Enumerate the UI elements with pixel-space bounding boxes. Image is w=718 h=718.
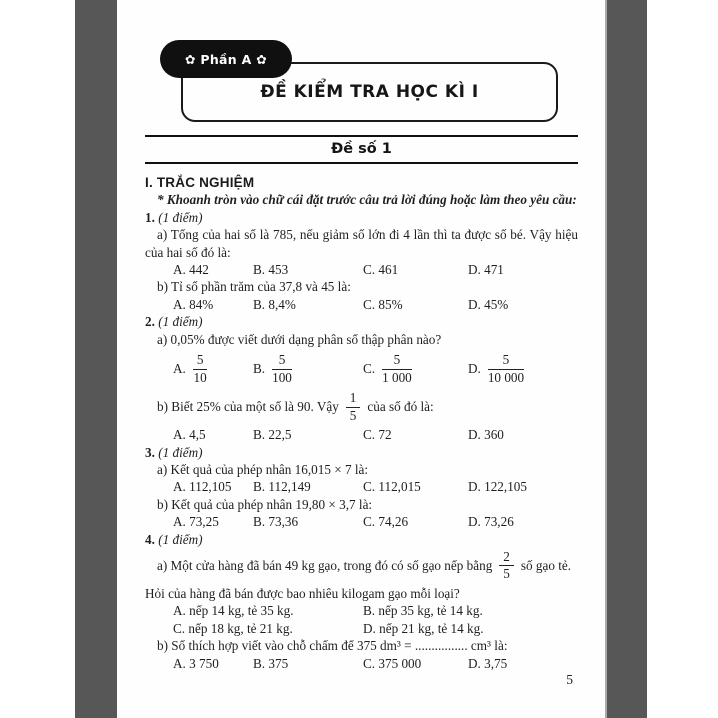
question-1-header: [145, 209, 578, 226]
option: C. nếp 18 kg, tẻ 21 kg.: [173, 620, 293, 636]
text-segment: số gạo tẻ.: [520, 558, 572, 574]
question-2-header: [145, 313, 578, 330]
option: C. 85%: [363, 296, 403, 312]
page-number: 5: [566, 672, 573, 687]
option-fraction: [468, 353, 578, 385]
exam-number-label: Đề số 1: [331, 141, 392, 157]
page-header: [145, 40, 578, 135]
option-fraction: [363, 353, 468, 385]
option: A. 4,5: [173, 427, 206, 443]
question-1a-text: a) Tổng của hai số là 785, nếu giảm số lớn đi 4 lần thì ta được số bé. Vậy hiệu của hai số đó là:: [145, 227, 578, 260]
option-fraction: [253, 353, 363, 385]
option: C. 375 000: [363, 655, 422, 671]
fraction: [193, 353, 208, 385]
question-3b-text: b) Kết quả của phép nhân 19,80 × 3,7 là:: [157, 496, 373, 512]
part-badge-label: ✿ Phần A ✿: [184, 51, 268, 67]
question-3a-options: [145, 478, 578, 495]
fraction-denominator: 100: [272, 369, 292, 385]
text-segment: a) Một cửa hàng đã bán 49 kg gạo, trong đó có số gạo nếp bằng: [157, 558, 493, 574]
option: D. 45%: [468, 296, 509, 312]
instruction-text: * Khoanh tròn vào chữ cái đặt trước câu trả lời đúng hoặc làm theo yêu cầu:: [157, 192, 577, 208]
option-label: D.: [468, 361, 481, 377]
question-3a-text: a) Kết quả của phép nhân 16,015 × 7 là:: [157, 461, 369, 477]
option: D. 3,75: [468, 655, 508, 671]
option: A. 73,25: [173, 514, 219, 530]
question-4a-text-line2: Hỏi của hàng đã bán được bao nhiêu kilogam gạo mỗi loại?: [145, 586, 460, 601]
option: D. 360: [468, 427, 504, 443]
fraction: [488, 353, 524, 385]
option: C. 112,015: [363, 479, 421, 495]
option-label: C.: [363, 361, 376, 377]
fraction-denominator: 5: [503, 566, 510, 582]
option: B. 453: [253, 262, 289, 278]
question-1b-text: b) Tỉ số phần trăm của 37,8 và 45 là:: [157, 279, 351, 295]
option: D. nếp 21 kg, tẻ 14 kg.: [363, 620, 484, 636]
fraction: [499, 550, 514, 582]
page-title: ĐỀ KIỂM TRA HỌC KÌ I: [260, 82, 479, 102]
question-4b-text: b) Số thích hợp viết vào chỗ chấm để 375 dm³ = ................ cm³ là:: [157, 638, 508, 654]
fraction-denominator: 10 000: [487, 369, 525, 385]
option: A. nếp 14 kg, tẻ 35 kg.: [173, 603, 294, 619]
question-1a-options: [145, 261, 578, 278]
fraction: [382, 353, 412, 385]
question-2a-text: a) 0,05% được viết dưới dạng phân số thập phân nào?: [157, 331, 442, 347]
option: C. 72: [363, 427, 392, 443]
option: B. 375: [253, 655, 289, 671]
option-label: B.: [253, 361, 266, 377]
fraction-numerator: 5: [272, 353, 292, 370]
fraction-numerator: 5: [382, 353, 412, 370]
question-points: (1 điểm): [158, 209, 203, 225]
option: C. 461: [363, 262, 399, 278]
question-points: (1 điểm): [158, 314, 203, 330]
question-1b-options: [145, 296, 578, 313]
question-4-header: [145, 531, 578, 548]
section-title: I. TRẮC NGHIỆM: [145, 175, 255, 190]
option: B. nếp 35 kg, tẻ 14 kg.: [363, 603, 483, 619]
question-4a-text: [145, 550, 578, 582]
fraction-denominator: 5: [349, 407, 357, 423]
exam-body: [145, 174, 578, 672]
option: A. 84%: [173, 296, 214, 312]
option: D. 73,26: [468, 514, 514, 530]
question-2b-text: [145, 391, 578, 423]
option: A. 442: [173, 262, 209, 278]
question-number: 1.: [145, 209, 155, 225]
option: D. 471: [468, 262, 504, 278]
question-points: (1 điểm): [158, 531, 203, 547]
question-3-header: [145, 444, 578, 461]
option: B. 73,36: [253, 514, 299, 530]
option: C. 74,26: [363, 514, 409, 530]
option: A. 112,105: [173, 479, 232, 495]
fraction-numerator: 2: [499, 550, 514, 567]
text-segment: của số đó là:: [367, 399, 434, 415]
question-2a-options: [145, 353, 578, 385]
question-4b-options: [145, 655, 578, 672]
fraction-numerator: 1: [346, 391, 361, 408]
option: B. 8,4%: [253, 296, 296, 312]
text-segment: b) Biết 25% của một số là 90. Vậy: [157, 399, 339, 415]
question-number: 4.: [145, 531, 155, 547]
option: D. 122,105: [468, 479, 527, 495]
question-number: 3.: [145, 444, 155, 460]
part-badge: [160, 40, 292, 78]
fraction-denominator: 1 000: [382, 369, 412, 385]
question-3b-options: [145, 513, 578, 530]
fraction: [272, 353, 292, 385]
option: B. 112,149: [253, 479, 311, 495]
exam-number-bar: [145, 135, 578, 164]
book-edge-right: [605, 0, 647, 718]
fraction-numerator: 5: [193, 353, 208, 370]
question-4a-options-row1: [145, 602, 578, 619]
option-label: A.: [173, 361, 186, 377]
question-points: (1 điểm): [158, 444, 203, 460]
book-edge-left: [75, 0, 119, 718]
exam-page: [117, 0, 605, 718]
fraction: [346, 391, 361, 423]
question-number: 2.: [145, 314, 155, 330]
question-2b-options: [145, 426, 578, 443]
option: A. 3 750: [173, 655, 219, 671]
fraction-numerator: 5: [488, 353, 524, 370]
option-fraction: [173, 353, 253, 385]
fraction-denominator: 10: [193, 369, 207, 385]
question-4a-options-row2: [145, 620, 578, 637]
option: B. 22,5: [253, 427, 292, 443]
